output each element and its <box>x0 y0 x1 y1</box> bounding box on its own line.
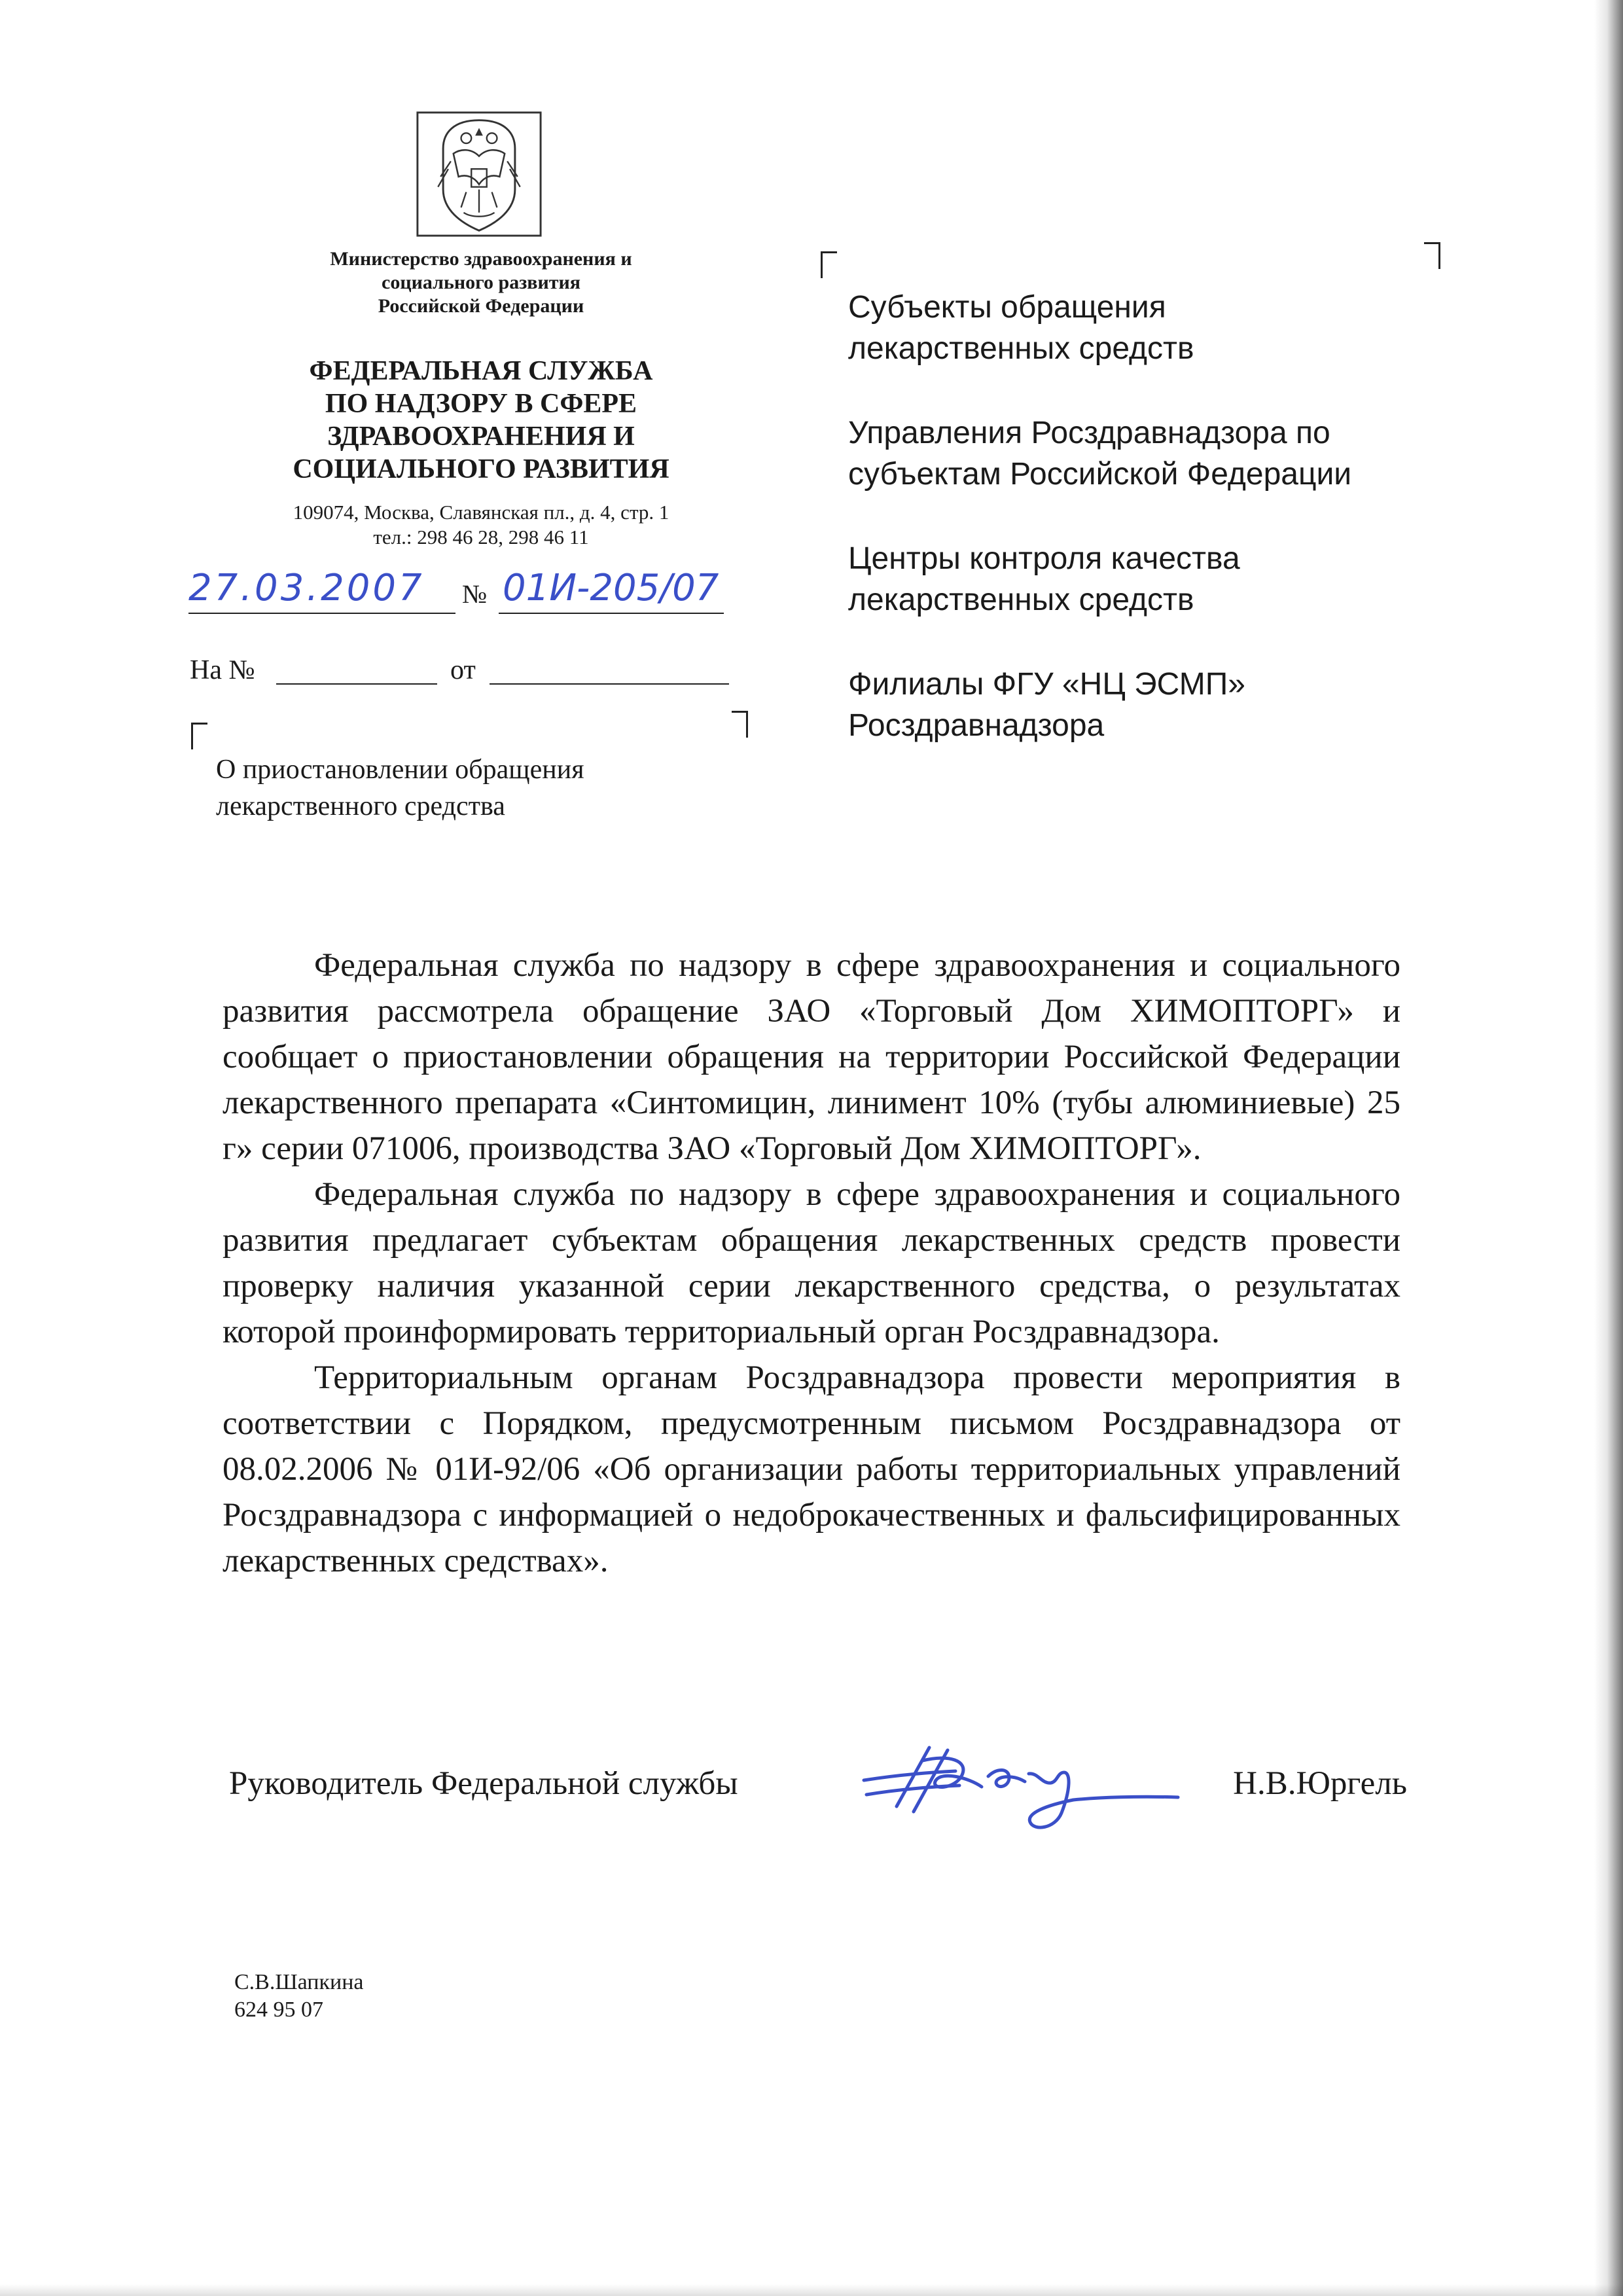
addressee-line: Росздравнадзора <box>848 708 1105 743</box>
scan-bottom-edge <box>0 2284 1623 2296</box>
executor-phone: 624 95 07 <box>234 1998 323 2022</box>
address-line: 109074, Москва, Славянская пл., д. 4, стр. 1 <box>293 501 669 524</box>
signatory-title: Руководитель Федеральной службы <box>229 1765 738 1802</box>
addressee-corner-right <box>1424 242 1440 269</box>
addressee-line: лекарственных средств <box>848 331 1194 366</box>
body-paragraph: Территориальным органам Росздравнадзора провести мероприятия в соответствии с Порядком, предусмотренным письмом Росздравнадзора от 08.02.2006 № 01И-92/06 «Об организации работы территориальных управлений Росздравнадзора с информацией о недоброкачественных и фальсифицированных лекарственных средствах». <box>223 1359 1400 1579</box>
subject <box>216 751 713 825</box>
reference-number-label: На № <box>190 655 255 685</box>
ministry-line: Министерство здравоохранения и <box>330 248 632 270</box>
addressee-line: Управления Росздравнадзора по <box>848 416 1330 450</box>
body-paragraph: Федеральная служба по надзору в сфере здравоохранения и социального развития предлагает субъектам обращения лекарственных средств провести проверку наличия указанной серии лекарственного средства, о результатах которой проинформировать территориальный орган Росздравнадзора. <box>223 1176 1400 1350</box>
registration-number-label: № <box>462 579 488 609</box>
registration-date: 27.03.2007 <box>188 567 425 609</box>
addressee-item <box>848 664 1437 746</box>
coat-of-arms-icon <box>415 110 543 238</box>
addressee-item <box>848 287 1437 369</box>
registration-number: 01И-205/07 <box>503 567 719 609</box>
ministry-line: Российской Федерации <box>378 295 584 317</box>
subject-corner-right <box>732 711 748 738</box>
service-line: ФЕДЕРАЛЬНАЯ СЛУЖБА <box>309 356 653 386</box>
subject-corner-left <box>191 723 207 749</box>
service-address <box>236 500 726 550</box>
reference-number-blank <box>276 683 437 685</box>
letter-body <box>223 942 1400 1584</box>
registration-line <box>175 565 738 618</box>
body-paragraph: Федеральная служба по надзору в сфере здравоохранения и социального развития рассмотрела обращение ЗАО «Торговый Дом ХИМОПТОРГ» и сообщает о приостановлении обращения на территории Российской Федерации лекарственного препарата «Синтомицин, линимент 10% (тубы алюминиевые) 25 г» серии 071006, производства ЗАО «Торговый Дом ХИМОПТОРГ». <box>223 947 1400 1167</box>
service-name <box>236 355 726 486</box>
subject-line: лекарственного средства <box>216 791 505 821</box>
executor-name: С.В.Шапкина <box>234 1970 364 1994</box>
ministry-line: социального развития <box>382 272 580 293</box>
address-line: тел.: 298 46 28, 298 46 11 <box>373 526 589 548</box>
reference-line <box>190 655 726 694</box>
registration-number-underline <box>499 613 724 614</box>
service-line: ПО НАДЗОРУ В СФЕРЕ <box>325 389 637 419</box>
addressee-item <box>848 538 1437 620</box>
subject-line: О приостановлении обращения <box>216 755 584 785</box>
reference-date-blank <box>490 683 729 685</box>
addressee-line: Филиалы ФГУ «НЦ ЭСМП» <box>848 667 1245 702</box>
registration-date-underline <box>188 613 455 614</box>
addressee-list <box>848 287 1437 789</box>
addressee-line: лекарственных средств <box>848 583 1194 617</box>
addressee-corner-left <box>821 251 837 278</box>
addressee-line: субъектам Российской Федерации <box>848 457 1352 492</box>
addressee-line: Центры контроля качества <box>848 541 1240 576</box>
addressee-line: Субъекты обращения <box>848 290 1166 325</box>
executor-info <box>234 1969 562 2024</box>
service-line: СОЦИАЛЬНОГО РАЗВИТИЯ <box>293 454 669 484</box>
signatory-name: Н.В.Юргель <box>1233 1765 1407 1802</box>
signature-block <box>229 1761 1407 1852</box>
service-line: ЗДРАВООХРАНЕНИЯ И <box>327 422 635 452</box>
reference-date-label: от <box>450 655 476 685</box>
addressee-item <box>848 412 1437 495</box>
scan-edge-shadow <box>1594 0 1623 2296</box>
ministry-name <box>288 247 674 318</box>
handwritten-signature-icon <box>857 1734 1185 1839</box>
